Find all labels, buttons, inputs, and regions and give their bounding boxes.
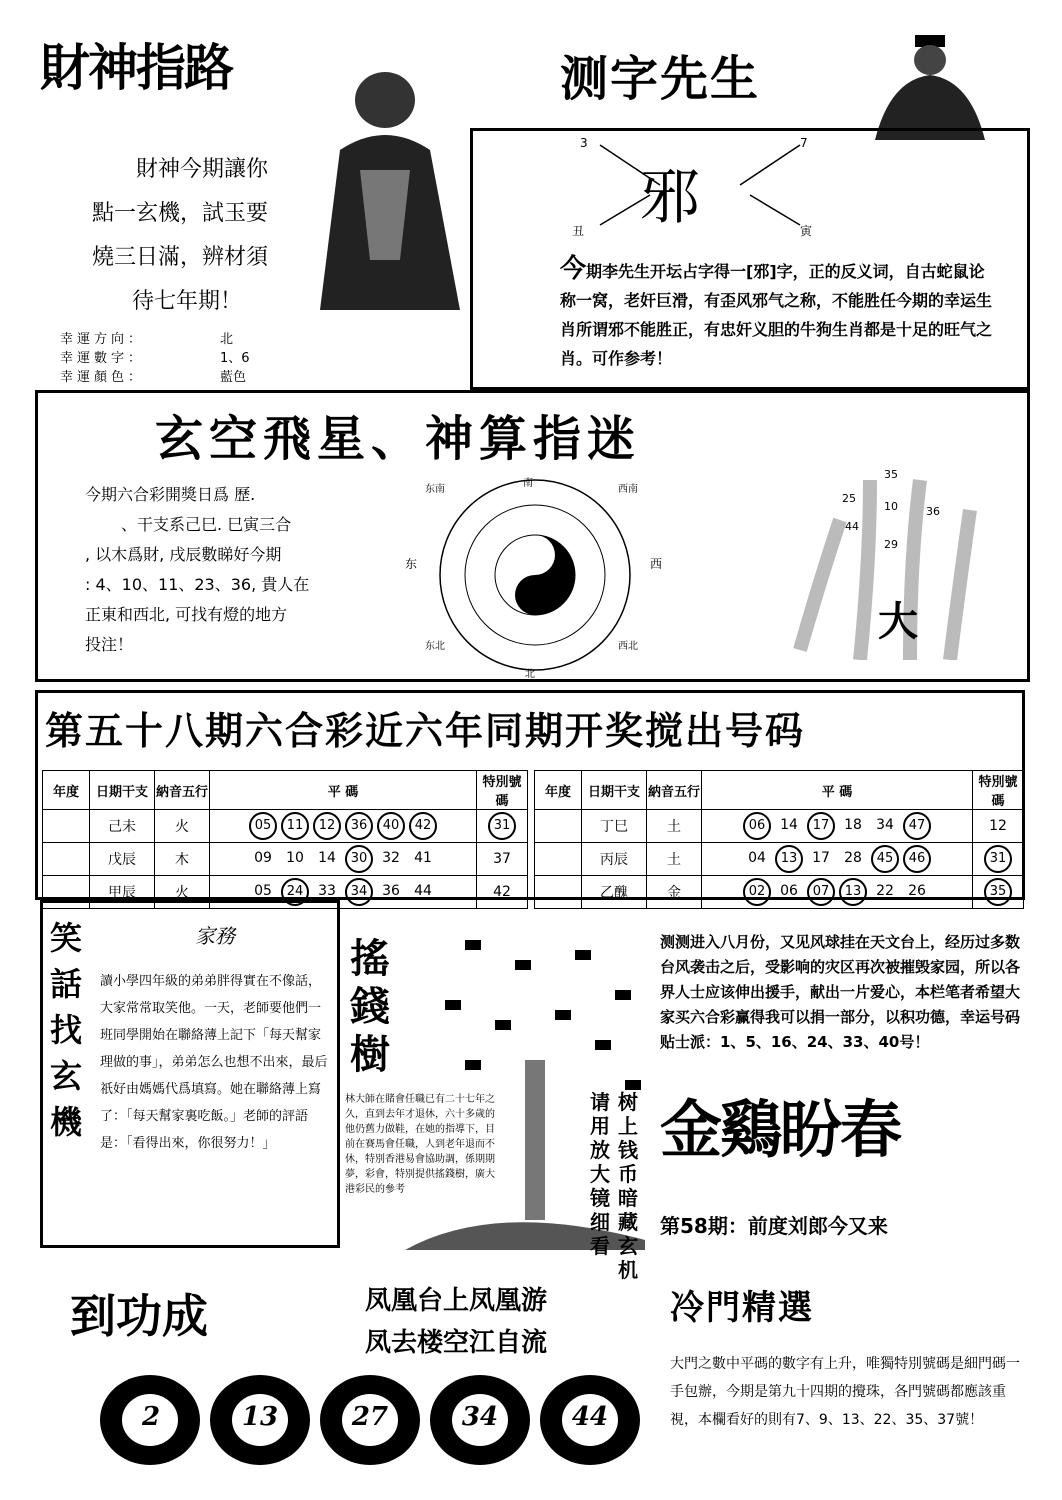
- ball-number: 44: [571, 1402, 609, 1432]
- cezi-num-7: 7: [800, 136, 808, 150]
- joke-heading: 家務: [195, 924, 235, 948]
- compass-ne: 东北: [425, 641, 445, 652]
- draw-number: 04: [748, 850, 766, 866]
- cezi-chou: 丑: [572, 224, 585, 238]
- palm-big-char: 大: [878, 599, 918, 645]
- tree-title-char: 搖: [350, 936, 390, 982]
- poem-line: 點一玄機，試玉要: [92, 201, 269, 226]
- success-poem-line: 凤去楼空江自流: [365, 1328, 548, 1358]
- tree-side-text-1: 请 用 放 大 镜 细 看: [590, 1090, 610, 1258]
- ball-number: 27: [351, 1402, 389, 1432]
- poem-line: 財神今期讓你: [136, 157, 269, 182]
- xk-line: : 4、10、11、23、36, 貴人在: [85, 575, 310, 594]
- table-row: [43, 810, 528, 843]
- draw-number: 28: [844, 850, 862, 866]
- col-element: 納音五行: [647, 771, 702, 810]
- col-special: 特別號碼: [973, 771, 1024, 810]
- draw-number: [901, 845, 933, 873]
- draw-number: [279, 812, 311, 840]
- palm-number: 29: [884, 538, 898, 551]
- compass-sw: 西南: [618, 484, 638, 495]
- col-element: 納音五行: [155, 771, 210, 810]
- money-tree-title: [350, 935, 400, 1079]
- cell-element: 火: [155, 810, 210, 843]
- draw-number: 14: [318, 850, 336, 866]
- cell-date: 甲辰: [90, 876, 155, 909]
- palm-number: 36: [926, 505, 940, 518]
- table-row: [535, 843, 1024, 876]
- circled-number: 13: [839, 878, 867, 906]
- joke-title-char: 找: [50, 1011, 83, 1049]
- draw-number: 37: [493, 851, 511, 867]
- cell-regular: [702, 843, 973, 876]
- fortune-teller-figure: [870, 30, 990, 140]
- success-poem-line: 凤凰台上凤凰游: [365, 1286, 548, 1316]
- circled-number: 40: [377, 812, 405, 840]
- table-header-row: [535, 771, 1024, 810]
- joke-title-char: 笑: [50, 919, 83, 957]
- draw-number: 42: [493, 884, 511, 900]
- draw-number: [773, 845, 805, 873]
- draw-number: [486, 812, 518, 840]
- cell-date: 己未: [90, 810, 155, 843]
- circled-number: 45: [871, 845, 899, 873]
- col-date: 日期干支: [582, 771, 647, 810]
- cezi-body: 期李先生开坛占字得一[邪]字，正的反义词，自古蛇鼠论称一窝，老奸巨滑，有歪风邪气之称，不能胜任今期的幸运生肖所谓邪不能胜正，有忠奸义胆的牛狗生肖都是十足的旺气之肖。可作参考！: [560, 262, 993, 368]
- joke-text: 讀小學四年級的弟弟胖得實在不像話，大家常常取笑他。一天，老師要他們一班同學開始在聯絡薄上記下「每天幫家理做的事」，弟弟怎么也想不出來，最后祇好由媽媽代爲填寫。她在聯絡薄上寫了：「每天幫家裏吃飯。」老師的評語是：「看得出來，你很努力！」: [100, 974, 328, 1151]
- compass-north: 北: [525, 669, 535, 680]
- circled-number: 11: [281, 812, 309, 840]
- compass-east: 东: [405, 557, 418, 571]
- table-row: [535, 876, 1024, 909]
- draw-number: 18: [844, 817, 862, 833]
- cell-date: 乙醜: [582, 876, 647, 909]
- draw-number: 34: [876, 817, 894, 833]
- xk-line: 正東和西北, 可找有燈的地方: [85, 605, 288, 624]
- draw-history-title: 第五十八期六合彩近六年同期开奖搅出号码: [45, 709, 806, 753]
- draw-number: [247, 812, 279, 840]
- draw-number: 32: [382, 850, 400, 866]
- cezi-num-3: 3: [580, 136, 588, 150]
- draw-number: [375, 812, 407, 840]
- draw-number: [343, 878, 375, 906]
- cezi-cross-lines: [590, 135, 810, 235]
- compass-west: 西: [650, 557, 663, 571]
- success-title: 到功成: [70, 1289, 208, 1343]
- lucky-key: 幸運顏色：: [60, 370, 146, 385]
- xuankong-title: 玄空飛星、神算指迷: [155, 411, 642, 467]
- draw-number: 06: [780, 883, 798, 899]
- circled-number: 07: [807, 878, 835, 906]
- cell-year: [535, 810, 582, 843]
- lucky-value: 北: [220, 332, 234, 347]
- joke-title-char: 玄: [50, 1057, 83, 1095]
- cold-numbers-text: 大門之數中平碼的數字有上升，唯獨特別號碼是細門碼一手包辦，今期是第九十四期的攪珠，各門號碼都應該重視，本欄看好的則有7、9、13、22、35、37號！: [670, 1356, 1020, 1428]
- draw-number: 17: [812, 850, 830, 866]
- tree-title-char: 樹: [350, 1032, 390, 1078]
- lucky-key: 幸運方向：: [60, 332, 146, 347]
- tree-side-text-2: 树 上 钱 币 暗 藏 玄 机: [618, 1090, 638, 1282]
- lucky-info: [60, 330, 250, 387]
- cell-year: [43, 843, 90, 876]
- circled-number: 36: [345, 812, 373, 840]
- draw-number: [982, 845, 1014, 873]
- cell-special: [973, 876, 1024, 909]
- cell-regular: [702, 876, 973, 909]
- col-special: 特別號碼: [477, 771, 528, 810]
- cezi-lead: 今: [560, 254, 587, 284]
- cell-special: [973, 810, 1024, 843]
- draw-number: 44: [414, 883, 432, 899]
- cezi-title: 测字先生: [560, 51, 761, 107]
- draw-number: 12: [989, 818, 1007, 834]
- ball-number: 34: [461, 1402, 499, 1432]
- draw-number: [869, 845, 901, 873]
- cell-special: [477, 876, 528, 909]
- circled-number: 12: [313, 812, 341, 840]
- draw-number: [837, 878, 869, 906]
- cell-regular: [210, 810, 477, 843]
- cell-element: 火: [155, 876, 210, 909]
- lucky-row: [60, 330, 250, 349]
- joke-title-char: 機: [50, 1103, 83, 1141]
- draw-number: 41: [414, 850, 432, 866]
- tree-title-char: 錢: [350, 984, 390, 1030]
- poem-line: 待七年期！: [132, 289, 243, 314]
- xuankong-text: [85, 480, 365, 660]
- ball-number: 13: [241, 1402, 279, 1432]
- cold-numbers-title: 冷門精選: [670, 1288, 814, 1328]
- cell-year: [535, 843, 582, 876]
- cell-regular: [210, 843, 477, 876]
- circled-number: 34: [345, 878, 373, 906]
- draw-number: 26: [908, 883, 926, 899]
- draw-number: [407, 812, 439, 840]
- cell-element: 土: [647, 810, 702, 843]
- xk-line: 、干支系己巳. 巳寅三合: [121, 515, 292, 534]
- money-tree-text: 林大師在賭會任職已有二十七年之久，直到去年才退休，六十多歲的他仍舊力做鞋，在她的指導下，目前在賽馬會任職，人到老年退而不休，特別香港易會協助調，係期期夢，彩會，特別提供搖錢樹，廣大港彩民的參考: [345, 1094, 495, 1195]
- palm-number: 10: [884, 500, 898, 513]
- cell-date: 丁巳: [582, 810, 647, 843]
- circled-number: 05: [249, 812, 277, 840]
- lucky-value: 藍色: [220, 370, 247, 385]
- xk-line: 投注！: [85, 635, 134, 654]
- lucky-row: [60, 349, 250, 368]
- palm-number: 44: [845, 520, 859, 533]
- circled-number: 31: [488, 812, 516, 840]
- draw-number: [343, 845, 375, 873]
- caishen-figure-image: [300, 60, 470, 310]
- draw-number: 33: [318, 883, 336, 899]
- circled-number: 02: [743, 878, 771, 906]
- cezi-text: [560, 255, 1000, 373]
- xk-line: , 以木爲財, 戌辰數睇好今期: [85, 545, 282, 564]
- cell-year: [43, 810, 90, 843]
- cell-special: [477, 810, 528, 843]
- draw-number: [901, 812, 933, 840]
- table-header-row: [43, 771, 528, 810]
- cezi-big-char: 邪: [640, 163, 700, 233]
- draw-number: [741, 812, 773, 840]
- draw-number: 14: [780, 817, 798, 833]
- table-row: [535, 810, 1024, 843]
- col-year: 年度: [43, 771, 90, 810]
- circled-number: 35: [984, 878, 1012, 906]
- cell-element: 金: [647, 876, 702, 909]
- success-poem: [365, 1280, 547, 1364]
- lucky-value: 1、6: [220, 351, 250, 366]
- cell-special: [477, 843, 528, 876]
- col-regular: 平 碼: [702, 771, 973, 810]
- compass-south: 南: [523, 478, 533, 489]
- compass-se: 东南: [425, 484, 445, 495]
- draw-number: 36: [382, 883, 400, 899]
- cell-regular: [702, 810, 973, 843]
- draw-number: [311, 812, 343, 840]
- draw-number: 09: [254, 850, 272, 866]
- lucky-row: [60, 368, 250, 387]
- golden-chicken-title: 金鷄盼春: [660, 1093, 901, 1166]
- compass-nw: 西北: [618, 641, 638, 652]
- caishen-poem: [92, 148, 292, 324]
- caishen-title: 財神指路: [40, 39, 232, 97]
- joke-title: [50, 915, 90, 1145]
- cell-date: 丙辰: [582, 843, 647, 876]
- col-year: 年度: [535, 771, 582, 810]
- xk-line: 今期六合彩開獎日爲 歷.: [85, 485, 256, 504]
- lucky-key: 幸運數字：: [60, 351, 146, 366]
- palm-number: 35: [884, 468, 898, 481]
- circled-number: 47: [903, 812, 931, 840]
- draw-table-left: [42, 770, 528, 909]
- circled-number: 31: [984, 845, 1012, 873]
- cell-element: 土: [647, 843, 702, 876]
- circled-number: 30: [345, 845, 373, 873]
- col-date: 日期干支: [90, 771, 155, 810]
- draw-number: [805, 812, 837, 840]
- golden-chicken-subtitle: 第58期：前度刘郎今又来: [660, 1214, 888, 1238]
- poem-line: 燒三日滿，辨材須: [92, 245, 269, 270]
- circled-number: 46: [903, 845, 931, 873]
- draw-number: 22: [876, 883, 894, 899]
- cell-date: 戊辰: [90, 843, 155, 876]
- circled-number: 24: [281, 878, 309, 906]
- draw-number: 05: [254, 883, 272, 899]
- cell-element: 木: [155, 843, 210, 876]
- joke-title-char: 話: [50, 965, 83, 1003]
- ball-number: 2: [141, 1402, 161, 1432]
- palm-number: 25: [842, 492, 856, 505]
- draw-number: [741, 878, 773, 906]
- circled-number: 06: [743, 812, 771, 840]
- circled-number: 17: [807, 812, 835, 840]
- circled-number: 13: [775, 845, 803, 873]
- draw-number: [805, 878, 837, 906]
- draw-number: 10: [286, 850, 304, 866]
- draw-number: [982, 878, 1014, 906]
- draw-number: [343, 812, 375, 840]
- circled-number: 42: [409, 812, 437, 840]
- cell-year: [535, 876, 582, 909]
- draw-table-right: [534, 770, 1024, 909]
- cezi-yin: 寅: [800, 224, 813, 238]
- golden-chicken-text: 测测进入八月份，又见风球挂在天文台上，经历过多数台风袭击之后，受影响的灾区再次被摧毁家园，所以各界人士应该伸出援手，献出一片爱心，本栏笔者希望大家买六合彩赢得我可以捐一部分，以积功德，幸运号码贴士派：1、5、16、24、33、40号！: [660, 933, 1021, 1051]
- cell-special: [973, 843, 1024, 876]
- table-row: [43, 843, 528, 876]
- col-regular: 平 碼: [210, 771, 477, 810]
